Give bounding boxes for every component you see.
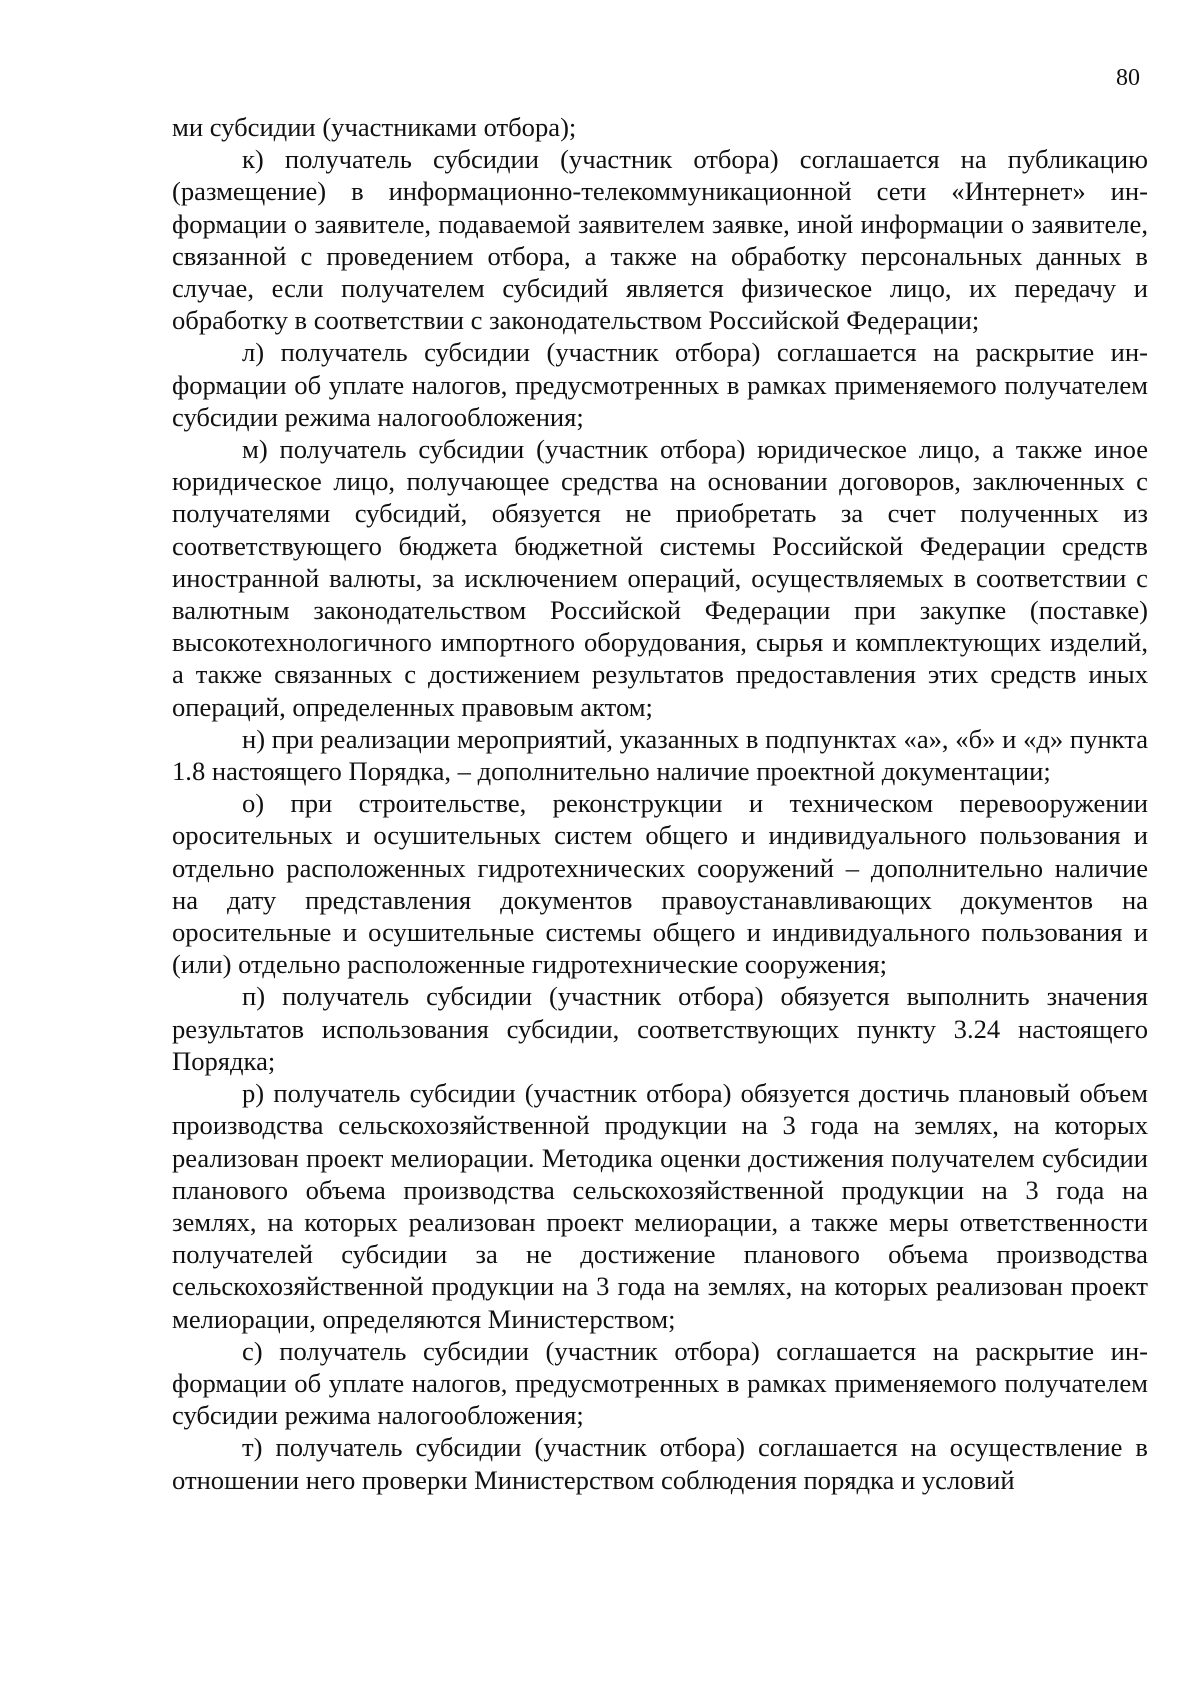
paragraph-item-m: м) получатель субсидии (участник отбора) юридическое лицо, а также иное юридическое лицо, получающее средства на основании договоров, заключенных с получателями субсидий, обязуется не приобретать за счет полученных из соответствующего бюджета бюджетной системы Российской Федерации средств иностранной валюты, за исключением операций, осуществляемых в соответствии с валютным законодательством Российской Федерации при закупке (поставке) высокотехнологичного импортного оборудования, сырья и комплектующих изделий, а также связанных с достижением результатов предоставления этих средств иных операций, определенных правовым актом; xyxy=(172,434,1148,722)
paragraph-item-p: п) получатель субсидии (участник отбора) обязуется выполнить значения результатов использования субсидии, соответствующих пункту 3.24 настоящего Порядка; xyxy=(172,981,1148,1076)
paragraph-item-n: н) при реализации мероприятий, указанных в подпунктах «а», «б» и «д» пункта 1.8 настоящего Порядка, – дополнительно наличие проектной документации; xyxy=(172,723,1148,787)
paragraph-item-s: с) получатель субсидии (участник отбора) соглашается на раскрытие информации об уплате налогов, предусмотренных в рамках применяемого получателем субсидии режима налогообложения; xyxy=(172,1335,1148,1431)
paragraph-item-l: л) получатель субсидии (участник отбора) соглашается на раскрытие информации об уплате налогов, предусмотренных в рамках применяемого получателем субсидии режима налогообложения; xyxy=(172,337,1148,432)
paragraph-item-r: р) получатель субсидии (участник отбора) обязуется достичь плановый объем производства сельскохозяйственной продукции на 3 года на землях, на которых реализован проект мелиорации. Методика оценки достижения получателем субсидии планового объема производства сельскохозяйственной продукции на 3 года на землях, на которых реализован проект мелиорации, а также меры ответственности получателей субсидии за не достижение планового объема производства сельскохозяйственной продукции на 3 года на землях, на которых реализован проект мелиорации, определяются Министерством; xyxy=(172,1078,1148,1334)
paragraph-item-o: о) при строительстве, реконструкции и техническом перевооружении оросительных и осушительных систем общего и индивидуального пользования и отдельно расположенных гидротехнических сооружений – дополнительно наличие на дату представления документов правоустанавливающих документов на оросительные и осушительные системы общего и индивидуального пользования и (или) отдельно расположенные гидротехнические сооружения; xyxy=(172,788,1148,980)
paragraph-continuation: ми субсидии (участниками отбора); xyxy=(172,112,577,142)
page-number: 80 xyxy=(1116,65,1140,91)
paragraph-item-k: к) получатель субсидии (участник отбора) соглашается на публикацию (размещение) в информационно-телекоммуникационной сети «Интернет» информации о заявителе, подаваемой заявителем заявке, иной информации о заявителе, связанной с проведением отбора, а также на обработку персональных данных в случае, если получателем субсидий является физическое лицо, их передачу и обработку в соответствии с законодательством Российской Федерации; xyxy=(172,144,1148,336)
document-body xyxy=(172,111,1148,1496)
paragraph-item-t: т) получатель субсидии (участник отбора) соглашается на осуществление в отношении него проверки Министерством соблюдения порядка и условий xyxy=(172,1432,1148,1495)
